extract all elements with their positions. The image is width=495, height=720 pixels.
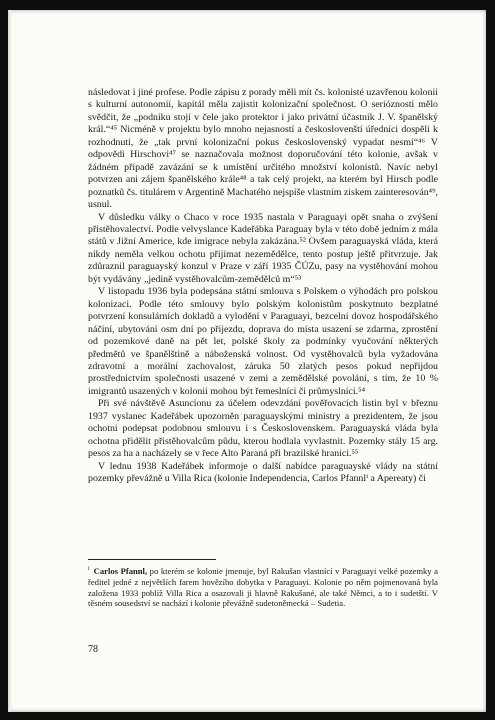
footnote	[88, 566, 438, 609]
paragraph: V listopadu 1936 byla podepsána státní smlouva s Polskem o výhodách pro polskou kolonizaci. Podle této smlouvy bylo polským kolonistům poskytnuto bezplatné potvrzení konsulárních dokladů a vylodění v Paraguayi, bezcelní dovoz hospodářského náčiní, ubytování osm dní po příjezdu, doprava do místa usazení se zdarma, zprostění od pozemkové daně na pět let, polské školy za podmínky vyučování některých předmětů ve španělštině a náboženská volnost. Od vystěhovalců byla vyžadována zdravotní a morální zachovalost, záruka 50 zlatých pesos pokud nepřijdou prostřednictvím společnosti usazené v zemi a zemědělské povolání, s tím, že 10 % imigrantů usazených v kolonii mohou být řemeslníci či průmyslníci.⁵⁴	[88, 286, 438, 397]
paragraph: V důsledku války o Chaco v roce 1935 nastala v Paraguayi opět snaha o zvýšení přistěhovalectví. Podle velvyslance Kadeřábka Paraguay byla v této době jedním z mála států v Jižní Americe, kde imigrace nebyla zakázána.⁵² Ovšem paraguayská vláda, která nikdy neměla velkou ochotu přijímat nezemědělce, tento postup ještě přitvrzuje. Jak zdůraznil paraguayský konzul v Praze v září 1935 ČÚZu, pasy na vystěhování mohou být vydávány „jedině vystěhovalcům-zemědělců m“⁵³	[88, 211, 438, 285]
footnote-marker: i	[88, 566, 90, 573]
paragraph: následovat i jiné profese. Podle zápisu z porady měli mít čs. kolonisté uzavřenou kolonii s kulturní autonomií, kapitál měla zajistit kolonizační společnost. O serióznosti mělo svědčit, že „podniku stojí v čele jako protektor i jako privátní účastník J. V. španělský král.“⁴⁵ Nicméně v projektu bylo mnoho nejasností a českoslovenští úředníci dospěli k rozhodnutí, že „tak první kolonizační pokus československý vypadat nesmí“⁴⁶ V odpovědi Hirschovi⁴⁷ se naznačovala možnost doporučování této kolonie, avšak v žádném případě zavázání se k umístění určitého množství kolonistů. Navíc nebyl potvrzen ani zájem španělského krále⁴⁸ a tak celý projekt, na kterém byl Hirsch podle poznatků čs. titulárem v Argentině Machatého nejspíše vlastním ziskem zainteresován⁴⁹, usnul.	[88, 87, 438, 211]
body-text	[88, 87, 438, 486]
footnote-name: Carlos Pfannl,	[93, 566, 148, 576]
footnote-text: po kterém se kolonie jmenuje, byl Rakušan vlastnící v Paraguayi velké pozemky a ředitel jedné z největších farem hovězího dobytka v Paraguayi. Kolonie po něm pojmenovaná byla založena 1933 poblíž Villa Rica a osazovali ji hlavně Rakušané, ale také Němci, a to i sudetští. V těsném sousedství se nachází i kolonie převážně sudetoněmecká – Sudetia.	[88, 566, 438, 609]
paragraph: Při své návštěvě Asuncionu za účelem odevzdání pověřovacích listin byl v březnu 1937 vyslanec Kadeřábek upozorněn paraguayskými ministry a prezidentem, že jsou ochotni podepsat podobnou smlouvu i s Československem. Paraguayská vláda byla ochotna přidělit přistěhovalcům půdu, kterou hodlala vyvlastnit. Pozemky stály 15 arg. pesos za ha a nacházely se v řece Alto Paraná při brazilské hranici.⁵⁵	[88, 398, 438, 460]
book-page	[8, 10, 486, 712]
footnote-divider	[88, 559, 216, 560]
page-number: 78	[88, 644, 98, 655]
paragraph: V lednu 1938 Kadeřábek informoje o další nabídce paraguayské vlády na státní pozemky převážně u Villa Rica (kolonie Independencia, Carlos Pfannlⁱ a Apereaty) či	[88, 460, 438, 485]
